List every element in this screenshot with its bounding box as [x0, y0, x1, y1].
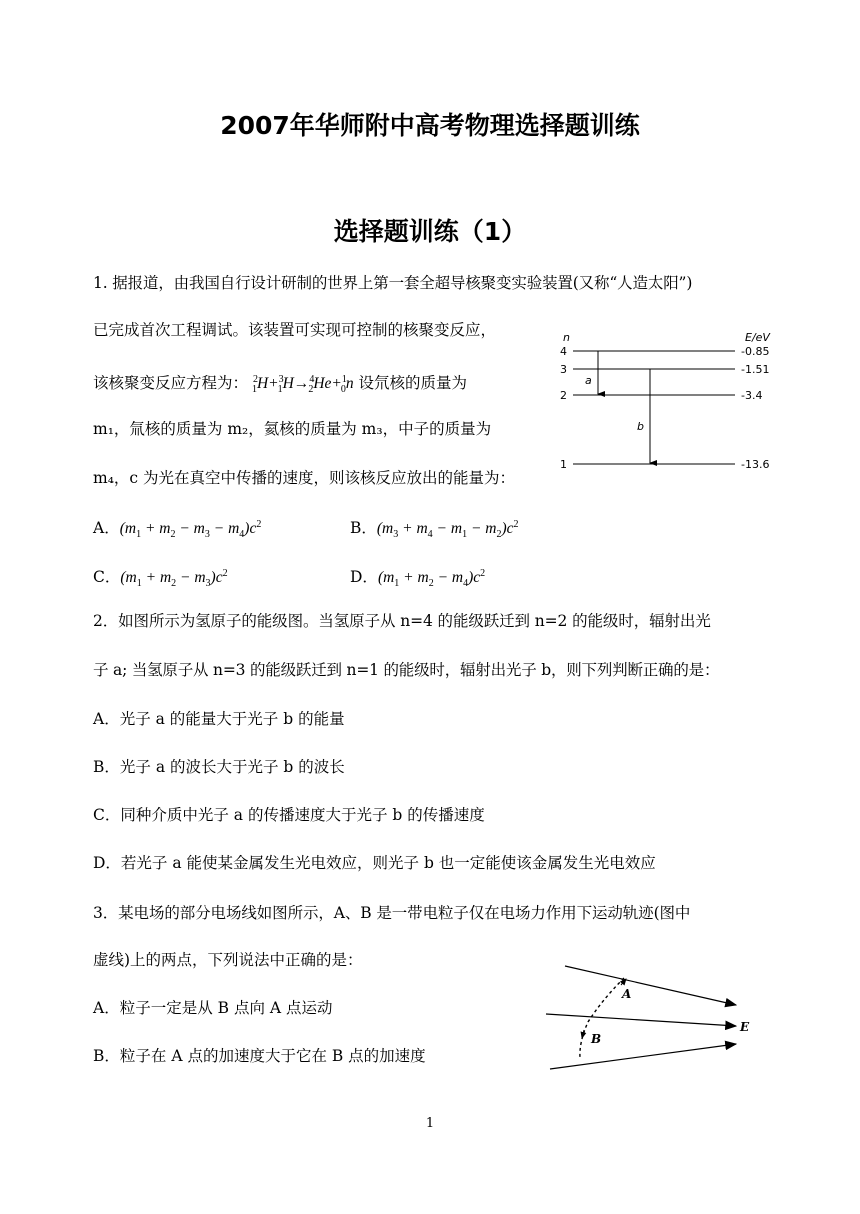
energy-level-diagram [555, 328, 785, 478]
q3-line-2: 虚线)上的两点，下列说法中正确的是： [93, 951, 363, 969]
q1-line-4: m₁，氚核的质量为 m₂，氦核的质量为 m₃，中子的质量为 [93, 420, 492, 438]
q1-option-d [350, 564, 485, 594]
level-n-1: 1 [560, 458, 567, 471]
q2-line-2: 子 a; 当氢原子从 n=3 的能级跃迁到 n=1 的能级时，辐射出光子 b，则下列判断正确的是： [93, 661, 720, 679]
field-line-bottom [550, 1044, 736, 1069]
option-formula: $(m_1 + m_2 - m_3)c^2$ [120, 568, 228, 590]
arrow-b-label: b [637, 420, 644, 433]
n-axis-label: n [563, 331, 570, 344]
option-label: D． [350, 568, 378, 587]
page-number: 1 [425, 1116, 435, 1131]
level-n-2: 2 [560, 389, 567, 402]
q2-option-d: D．若光子 a 能使某金属发生光电效应，则光子 b 也一定能使该金属发生光电效应 [93, 854, 656, 872]
option-formula: $(m_3 + m_4 - m_1 - m_2)c^2$ [376, 519, 519, 541]
field-e-label: E [740, 1020, 750, 1034]
q1-line-2: 已完成首次工程调试。该装置可实现可控制的核聚变反应， [93, 321, 497, 339]
q2-line-1: 2．如图所示为氢原子的能级图。当氢原子从 n=4 的能级跃迁到 n=2 的能级时，辐射出光 [93, 612, 711, 630]
q1-option-b [350, 515, 519, 545]
level-energy-4: -0.85 [741, 345, 770, 358]
q1-line-1: 1. 据报道，由我国自行设计研制的世界上第一套全超导核聚变实验装置(又称“人造太阳”) [93, 274, 693, 292]
q1-line-5: m₄，c 为光在真空中传播的速度，则该核反应放出的能量为： [93, 469, 516, 487]
q1-option-c [93, 564, 228, 594]
section-title: 选择题训练（1） [333, 217, 527, 246]
level-energy-2: -3.4 [741, 389, 763, 402]
q1-line-3-prefix: 该核聚变反应方程为： [93, 374, 249, 393]
arrow-a-label: a [585, 374, 592, 387]
electric-field-diagram [540, 958, 780, 1076]
q3-option-a: A．粒子一定是从 B 点向 A 点运动 [93, 999, 333, 1017]
level-energy-1: -13.6 [741, 458, 770, 471]
fusion-equation: $^2_1$H+$^3_1$H→$^4_2$He+$^1_0$n [251, 374, 354, 396]
level-n-3: 3 [560, 363, 567, 376]
field-line-middle [546, 1014, 736, 1026]
q1-line-3-suffix: 设氘核的质量为 [358, 374, 468, 393]
q2-option-c: C．同种介质中光子 a 的传播速度大于光子 b 的传播速度 [93, 806, 485, 824]
energy-axis-label: E/eV [745, 331, 770, 344]
q3-option-b: B．粒子在 A 点的加速度大于它在 B 点的加速度 [93, 1047, 426, 1065]
point-b-label: B [591, 1032, 602, 1046]
option-label: C． [93, 568, 121, 587]
q1-option-a [93, 515, 261, 545]
q2-option-a: A．光子 a 的能量大于光子 b 的能量 [93, 710, 345, 728]
level-energy-3: -1.51 [741, 363, 770, 376]
option-label: A． [93, 519, 120, 538]
q2-option-b: B．光子 a 的波长大于光子 b 的波长 [93, 758, 345, 776]
field-line-top [565, 966, 736, 1005]
point-a-label: A [622, 987, 632, 1001]
option-label: B． [350, 519, 377, 538]
option-formula: $(m_1 + m_2 - m_3 - m_4)c^2$ [119, 519, 262, 541]
q3-line-1: 3．某电场的部分电场线如图所示，A、B 是一带电粒子仅在电场力作用下运动轨迹(图中 [93, 904, 691, 922]
level-n-4: 4 [560, 345, 567, 358]
document-title: 2007年华师附中高考物理选择题训练 [220, 111, 640, 140]
q1-line-3 [93, 370, 467, 400]
option-formula: $(m_1 + m_2 - m_4)c^2$ [377, 568, 486, 590]
